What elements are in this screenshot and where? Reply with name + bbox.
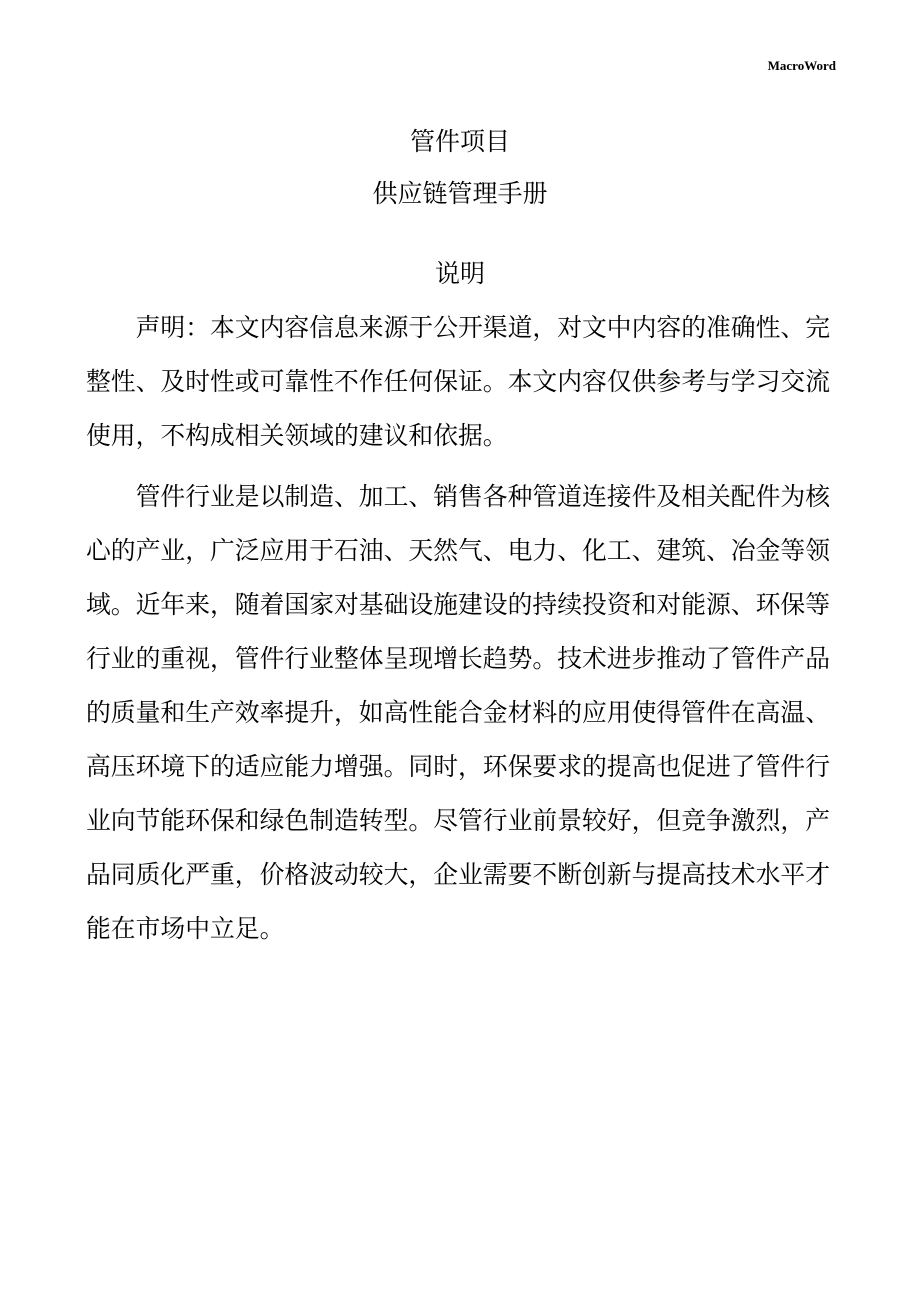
document-subtitle: 供应链管理手册 bbox=[372, 179, 548, 208]
header-brand: MacroWord bbox=[767, 58, 836, 73]
disclaimer-paragraph: 声明：本文内容信息来源于公开渠道，对文中内容的准确性、完整性、及时性或可靠性不作任何保证。本文内容仅供参考与学习交流使用，不构成相关领域的建议和依据。 bbox=[86, 313, 830, 450]
body-paragraph: 管件行业是以制造、加工、销售各种管道连接件及相关配件为核心的产业，广泛应用于石油、天然气、电力、化工、建筑、冶金等领域。近年来，随着国家对基础设施建设的持续投资和对能源、环保等行业的重视，管件行业整体呈现增长趋势。技术进步推动了管件产品的质量和生产效率提升，如高性能合金材料的应用使得管件在高温、高压环境下的适应能力增强。同时，环保要求的提高也促进了管件行业向节能环保和绿色制造转型。尽管行业前景较好，但竞争激烈，产品同质化严重，价格波动较大，企业需要不断创新与提高技术水平才能在市场中立足。 bbox=[86, 482, 830, 943]
section-heading: 说明 bbox=[434, 259, 485, 288]
document-title: 管件项目 bbox=[409, 127, 510, 156]
